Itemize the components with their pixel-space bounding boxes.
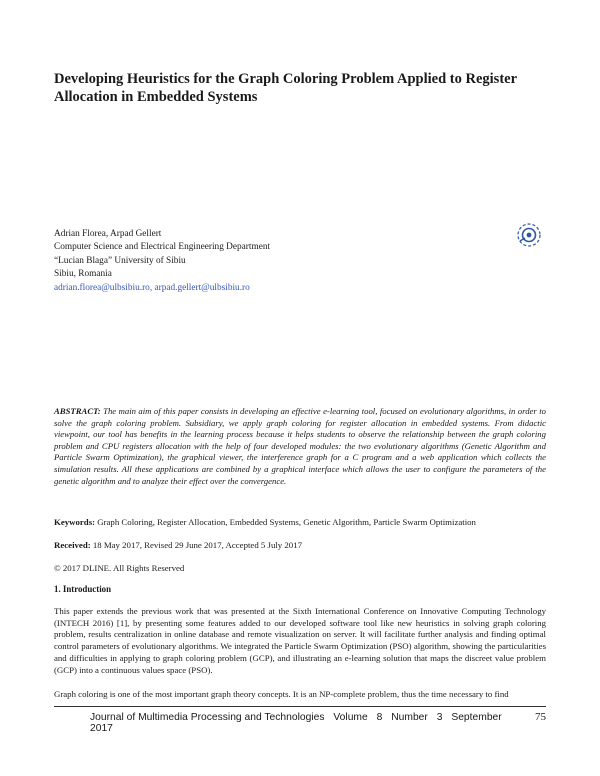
intro-paragraph-1: This paper extends the previous work that was presented at the Sixth International Conference on Innovative Computing Technology (INTECH 2016) [1], by presenting some features added to our developed software tool like new heuristics in solving graph coloring problem, results centralization in online database and remote visualization on server. It will facilitate further analysis and finding optimal control parameters of evolutionary algorithms. We integrated the Particle Swarm Optimization (PSO) algorithm, showing the particularities and difficulties in applying to graph coloring problem (GCP), and illustrating an e-learning solution that maps the discreet value problem (GCP) into a continuous values space (PSO). — [54, 606, 546, 675]
intro-paragraph-2: Graph coloring is one of the most important graph theory concepts. It is an NP-complete problem, thus the time necessary to find — [54, 689, 509, 699]
author-university: “Lucian Blaga” University of Sibiu — [54, 255, 186, 266]
paper-title: Developing Heuristics for the Graph Coloring Problem Applied to Register Allocation in Embedded Systems — [54, 71, 517, 105]
author-location: Sibiu, Romania — [54, 269, 112, 280]
author-names: Adrian Florea, Arpad Gellert — [54, 229, 162, 239]
keywords — [54, 516, 546, 528]
footer-rule — [54, 706, 546, 707]
copyright-notice: © 2017 DLINE. All Rights Reserved — [54, 563, 185, 573]
volume-label: Volume — [333, 712, 368, 723]
abstract-text: The main aim of this paper consists in developing an effective e-learning tool, focused on evolutionary algorithms, in order to solve the graph coloring problem. Subsidiary, we apply graph coloring for register allocation in embedded systems. From didactic viewpoint, our tool has benefits in the learning process because it helps students to observe the relationship between the graph coloring problem and CPU registers allocation with the help of four developed modules: the two evolutionary algorithms (Genetic Algorithm and Particle Swarm Optimization), the graphical viewer, the interference graph for a C program and a web application which collects the simulation results. All these applications are combined by a graphical interface which allows the user to configure the parameters of the genetic algorithm and to analyze their effect over the convergence. — [54, 406, 546, 486]
volume-number: 8 — [376, 712, 383, 723]
keywords-text: Graph Coloring, Register Allocation, Embedded Systems, Genetic Algorithm, Particle Swarm Optimization — [95, 517, 476, 527]
received-dates — [54, 539, 546, 551]
number-label: Number — [391, 712, 428, 723]
author-emails[interactable]: adrian.florea@ulbsibiu.ro, arpad.gellert@ulbsibiu.ro — [54, 282, 250, 293]
section-title: 1. Introduction — [54, 584, 112, 594]
page-footer — [90, 711, 546, 734]
issue-month: September — [451, 712, 502, 723]
page-number: 75 — [535, 711, 546, 723]
author-block — [54, 228, 414, 295]
abstract-label: ABSTRACT: — [54, 406, 101, 416]
abstract — [54, 406, 546, 487]
journal-info — [90, 712, 535, 734]
author-department: Computer Science and Electrical Engineering Department — [54, 242, 271, 253]
crossref-logo-icon — [516, 222, 542, 248]
received-text: 18 May 2017, Revised 29 June 2017, Accepted 5 July 2017 — [90, 540, 302, 550]
issue-year: 2017 — [90, 723, 113, 734]
journal-name: Journal of Multimedia Processing and Technologies — [90, 712, 325, 723]
issue-number: 3 — [436, 712, 443, 723]
keywords-label: Keywords: — [54, 517, 96, 527]
received-label: Received: — [54, 540, 91, 550]
